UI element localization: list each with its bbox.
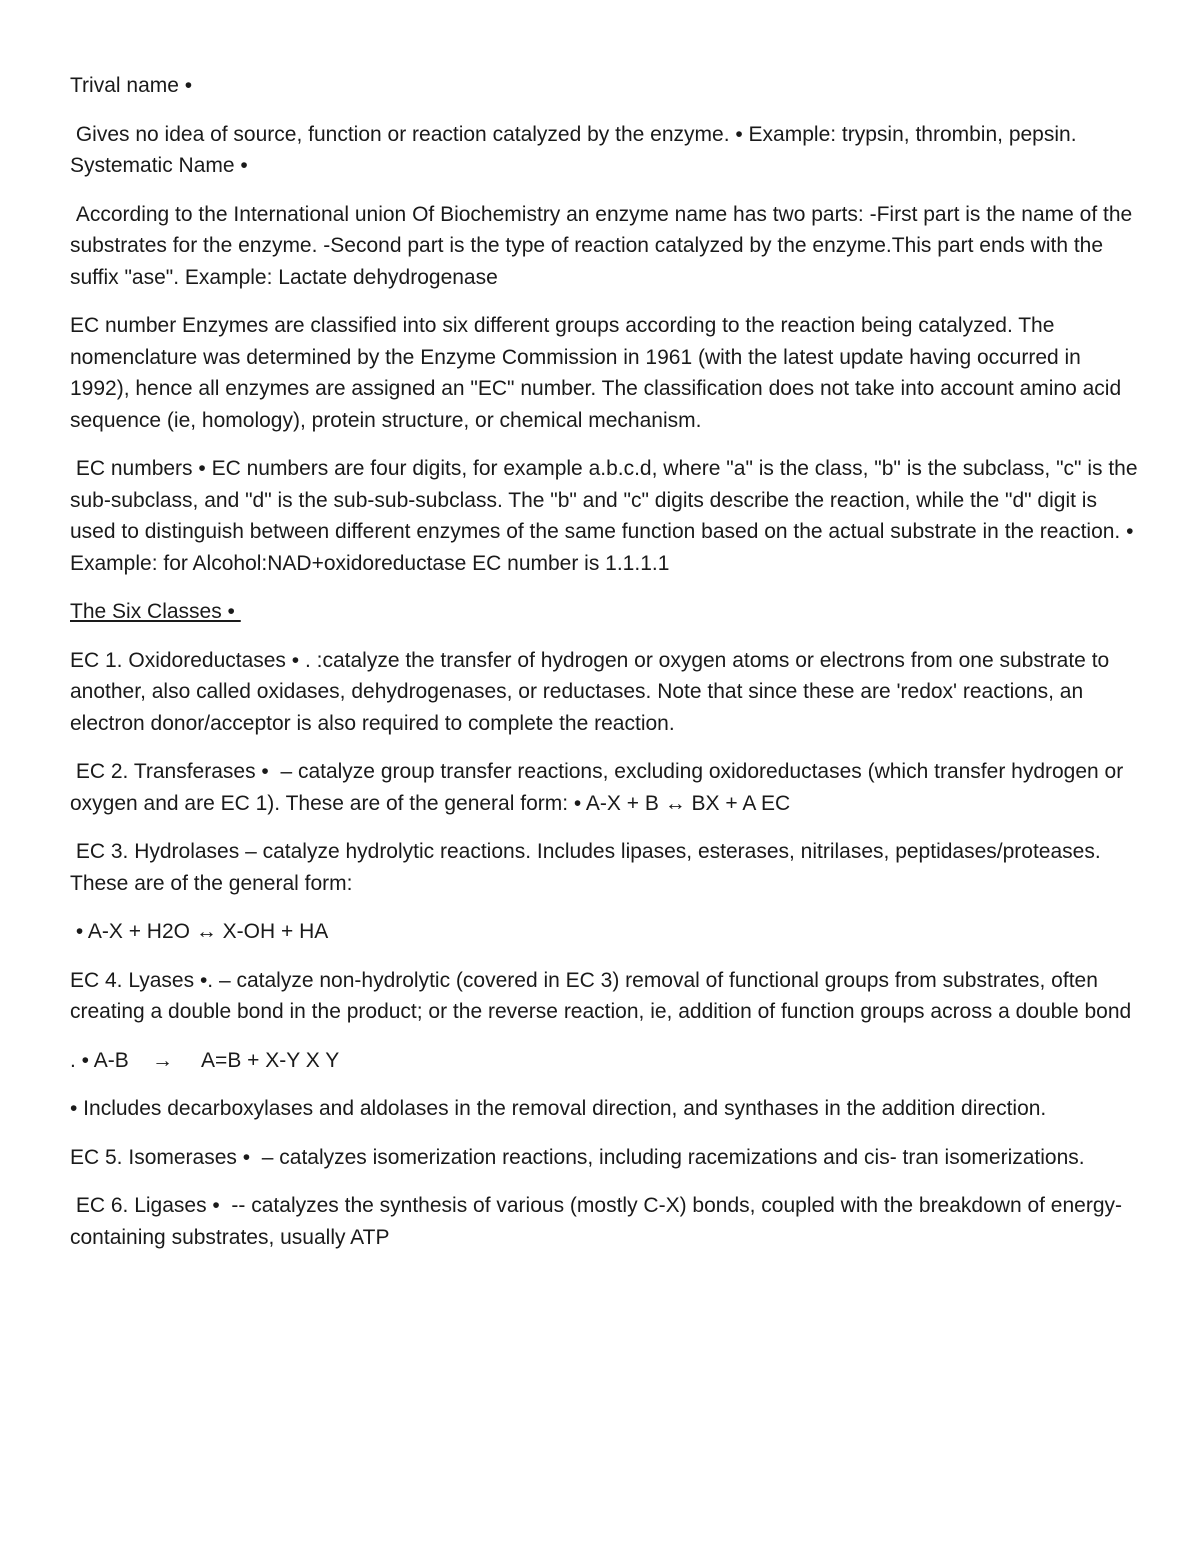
ec5-isomerases-paragraph: EC 5. Isomerases • – catalyzes isomerization reactions, including racemizations and cis- tran isomerizations. xyxy=(70,1145,1085,1169)
six-classes-heading: The Six Classes • xyxy=(70,600,241,623)
ec2-transferases-paragraph: EC 2. Transferases • – catalyze group transfer reactions, excluding oxidoreductases (which transfer hydrogen or oxygen and are EC 1). These are of the general form: • A-X + B ↔ BX + A EC xyxy=(70,760,1130,815)
ec1-oxidoreductases-paragraph: EC 1. Oxidoreductases • . :catalyze the transfer of hydrogen or oxygen atoms or electrons from one substrate to another, also called oxidases, dehydrogenases, or reductases. Note that since these are 'redox' reactions, an electron donor/acceptor is also required to complete the reaction. xyxy=(70,648,1116,735)
systematic-name-paragraph: According to the International union Of Biochemistry an enzyme name has two parts: -First part is the name of the substrates for the enzyme. -Second part is the type of reaction catalyzed by the enzyme.This part ends with the suffix "ase". Example: Lactate dehydrogenase xyxy=(70,202,1139,289)
hydrolysis-equation: • A-X + H2O ↔ X-OH + HA xyxy=(70,920,329,943)
ec-number-paragraph: EC number Enzymes are classified into six different groups according to the reaction being catalyzed. The nomenclature was determined by the Enzyme Commission in 1961 (with the latest update having occurred in 1992), hence all enzymes are assigned an "EC" number. The classification does not take into account amino acid sequence (ie, homology), protein structure, or chemical mechanism. xyxy=(70,314,1127,432)
document-page xyxy=(70,70,1144,1270)
trivial-name-paragraph: Gives no idea of source, function or reaction catalyzed by the enzyme. • Example: trypsin, thrombin, pepsin. Systematic Name • xyxy=(70,122,1083,177)
trivial-name-heading: Trival name • xyxy=(70,74,193,97)
lyase-includes-paragraph: • Includes decarboxylases and aldolases in the removal direction, and synthases in the addition direction. xyxy=(70,1097,1047,1120)
ec3-hydrolases-paragraph: EC 3. Hydrolases – catalyze hydrolytic reactions. Includes lipases, esterases, nitrilases, peptidases/proteases. These are of the general form: xyxy=(70,840,1107,895)
ec4-lyases-paragraph: EC 4. Lyases •. – catalyze non-hydrolytic (covered in EC 3) removal of functional groups from substrates, often creating a double bond in the product; or the reverse reaction, ie, addition of function groups across a double bond xyxy=(70,968,1132,1023)
ec6-ligases-paragraph: EC 6. Ligases • -- catalyzes the synthesis of various (mostly C-X) bonds, coupled with the breakdown of energy-containing substrates, usually ATP xyxy=(70,1194,1123,1249)
lyase-equation: . • A-B → A=B + X-Y X Y xyxy=(70,1048,340,1072)
ec-numbers-paragraph: EC numbers • EC numbers are four digits, for example a.b.c.d, where "a" is the class, "b" is the subclass, "c" is the sub-subclass, and "d" is the sub-sub-subclass. The "b" and "c" digits describe the reaction, while the "d" digit is used to distinguish between different enzymes of the same function based on the actual substrate in the reaction. • Example: for Alcohol:NAD+oxidoreductase EC number is 1.1.1.1 xyxy=(70,457,1144,575)
